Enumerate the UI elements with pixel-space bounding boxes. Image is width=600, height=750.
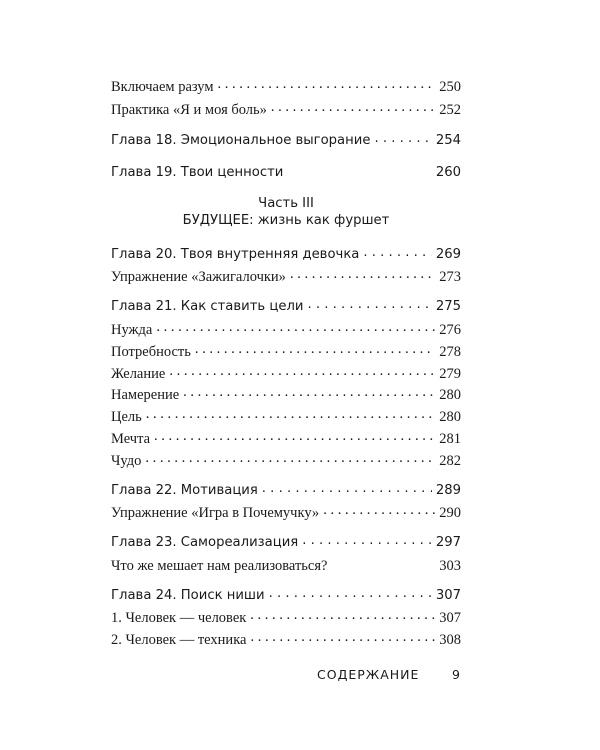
toc-entry-page: 276: [439, 321, 461, 338]
toc-entry-page: 280: [439, 408, 461, 425]
dot-leader: [183, 384, 435, 399]
dot-leader: [156, 319, 435, 334]
toc-entry[interactable]: [111, 428, 461, 448]
toc-entry-title: 2. Человек — техника: [111, 631, 247, 648]
chapter-page: 254: [435, 133, 461, 149]
toc-entry[interactable]: [111, 341, 461, 361]
dot-leader: [302, 533, 432, 546]
dot-leader: [363, 245, 431, 258]
dot-leader: [218, 76, 436, 91]
toc-entry[interactable]: [111, 555, 461, 575]
toc-entry-page: 252: [439, 101, 461, 118]
chapter-page: 297: [435, 535, 461, 551]
page-number: 9: [452, 667, 461, 682]
chapter-page: 307: [435, 588, 461, 604]
toc-entry-title: Намерение: [111, 386, 180, 403]
toc-chapter-19[interactable]: [111, 163, 461, 180]
toc-entry[interactable]: [111, 629, 461, 649]
toc-entry-page: 290: [439, 504, 461, 521]
chapter-page: 269: [435, 247, 461, 263]
dot-leader: [271, 99, 435, 114]
toc-entry-page: 278: [439, 343, 461, 360]
toc-entry-title: Чудо: [111, 452, 142, 469]
toc-entry-page: 281: [439, 430, 461, 447]
chapter-title: Глава 20. Твоя внутренняя девочка: [111, 247, 360, 263]
toc-chapter-22[interactable]: [111, 481, 461, 498]
chapter-title: Глава 22. Мотивация: [111, 483, 258, 499]
toc-chapter-24[interactable]: [111, 586, 461, 603]
toc-entry[interactable]: [111, 607, 461, 627]
toc-chapter-21[interactable]: [111, 297, 461, 314]
part-label: Часть III: [258, 196, 314, 211]
dot-leader: [146, 406, 435, 421]
running-head: СОДЕРЖАНИЕ: [317, 667, 420, 682]
toc-entry[interactable]: [111, 99, 461, 119]
toc-entry[interactable]: [111, 76, 461, 96]
dot-leader: [269, 586, 432, 599]
toc-entry-page: 303: [439, 557, 461, 574]
dot-leader: [323, 502, 435, 517]
toc-entry-title: Нужда: [111, 321, 153, 338]
toc-entry[interactable]: [111, 266, 461, 286]
toc-entry-page: 250: [439, 78, 461, 95]
toc-entry-page: 273: [439, 268, 461, 285]
dot-leader: [154, 428, 435, 443]
part-subtitle: БУДУЩЕЕ: жизнь как фуршет: [182, 213, 390, 228]
toc-entry-title: Желание: [111, 365, 166, 382]
toc-chapter-18[interactable]: [111, 131, 461, 148]
dot-leader: [169, 363, 435, 378]
dot-leader: [250, 607, 435, 622]
toc-entry-title: Упражнение «Игра в Почемучку»: [111, 504, 320, 521]
dot-leader: [307, 297, 431, 310]
toc-entry-title: Включаем разум: [111, 78, 214, 95]
toc-entry[interactable]: [111, 502, 461, 522]
toc-entry[interactable]: [111, 450, 461, 470]
toc-entry[interactable]: [111, 363, 461, 383]
toc-entry-title: Потребность: [111, 343, 191, 360]
toc-entry[interactable]: [111, 406, 461, 426]
chapter-page: 275: [435, 299, 461, 315]
toc-entry-title: Цель: [111, 408, 142, 425]
toc-entry-title: Практика «Я и моя боль»: [111, 101, 267, 118]
toc-entry-page: 308: [439, 631, 461, 648]
chapter-page: 260: [435, 165, 461, 181]
toc-chapter-23[interactable]: [111, 533, 461, 550]
toc-entry-page: 280: [439, 386, 461, 403]
dot-leader: [290, 266, 435, 281]
toc-entry-page: 282: [439, 452, 461, 469]
toc-entry-title: Мечта: [111, 430, 151, 447]
chapter-title: Глава 21. Как ставить цели: [111, 299, 304, 315]
dot-leader: [145, 450, 435, 465]
dot-leader: [250, 629, 435, 644]
chapter-title: Глава 19. Твои ценности: [111, 165, 284, 181]
toc-entry[interactable]: [111, 319, 461, 339]
dot-leader: [262, 481, 432, 494]
chapter-page: 289: [435, 483, 461, 499]
dot-leader: [195, 341, 435, 356]
chapter-title: Глава 23. Самореализация: [111, 535, 299, 551]
chapter-title: Глава 18. Эмоциональное выгорание: [111, 133, 371, 149]
dot-leader: [374, 131, 431, 144]
toc-entry-title: Что же мешает нам реализоваться?: [111, 557, 328, 574]
toc-entry-page: 307: [439, 609, 461, 626]
chapter-title: Глава 24. Поиск ниши: [111, 588, 265, 604]
toc-chapter-20[interactable]: [111, 245, 461, 262]
toc-entry-title: Упражнение «Зажигалочки»: [111, 268, 286, 285]
toc-entry-title: 1. Человек — человек: [111, 609, 247, 626]
toc-entry-page: 279: [439, 365, 461, 382]
toc-entry[interactable]: [111, 384, 461, 404]
